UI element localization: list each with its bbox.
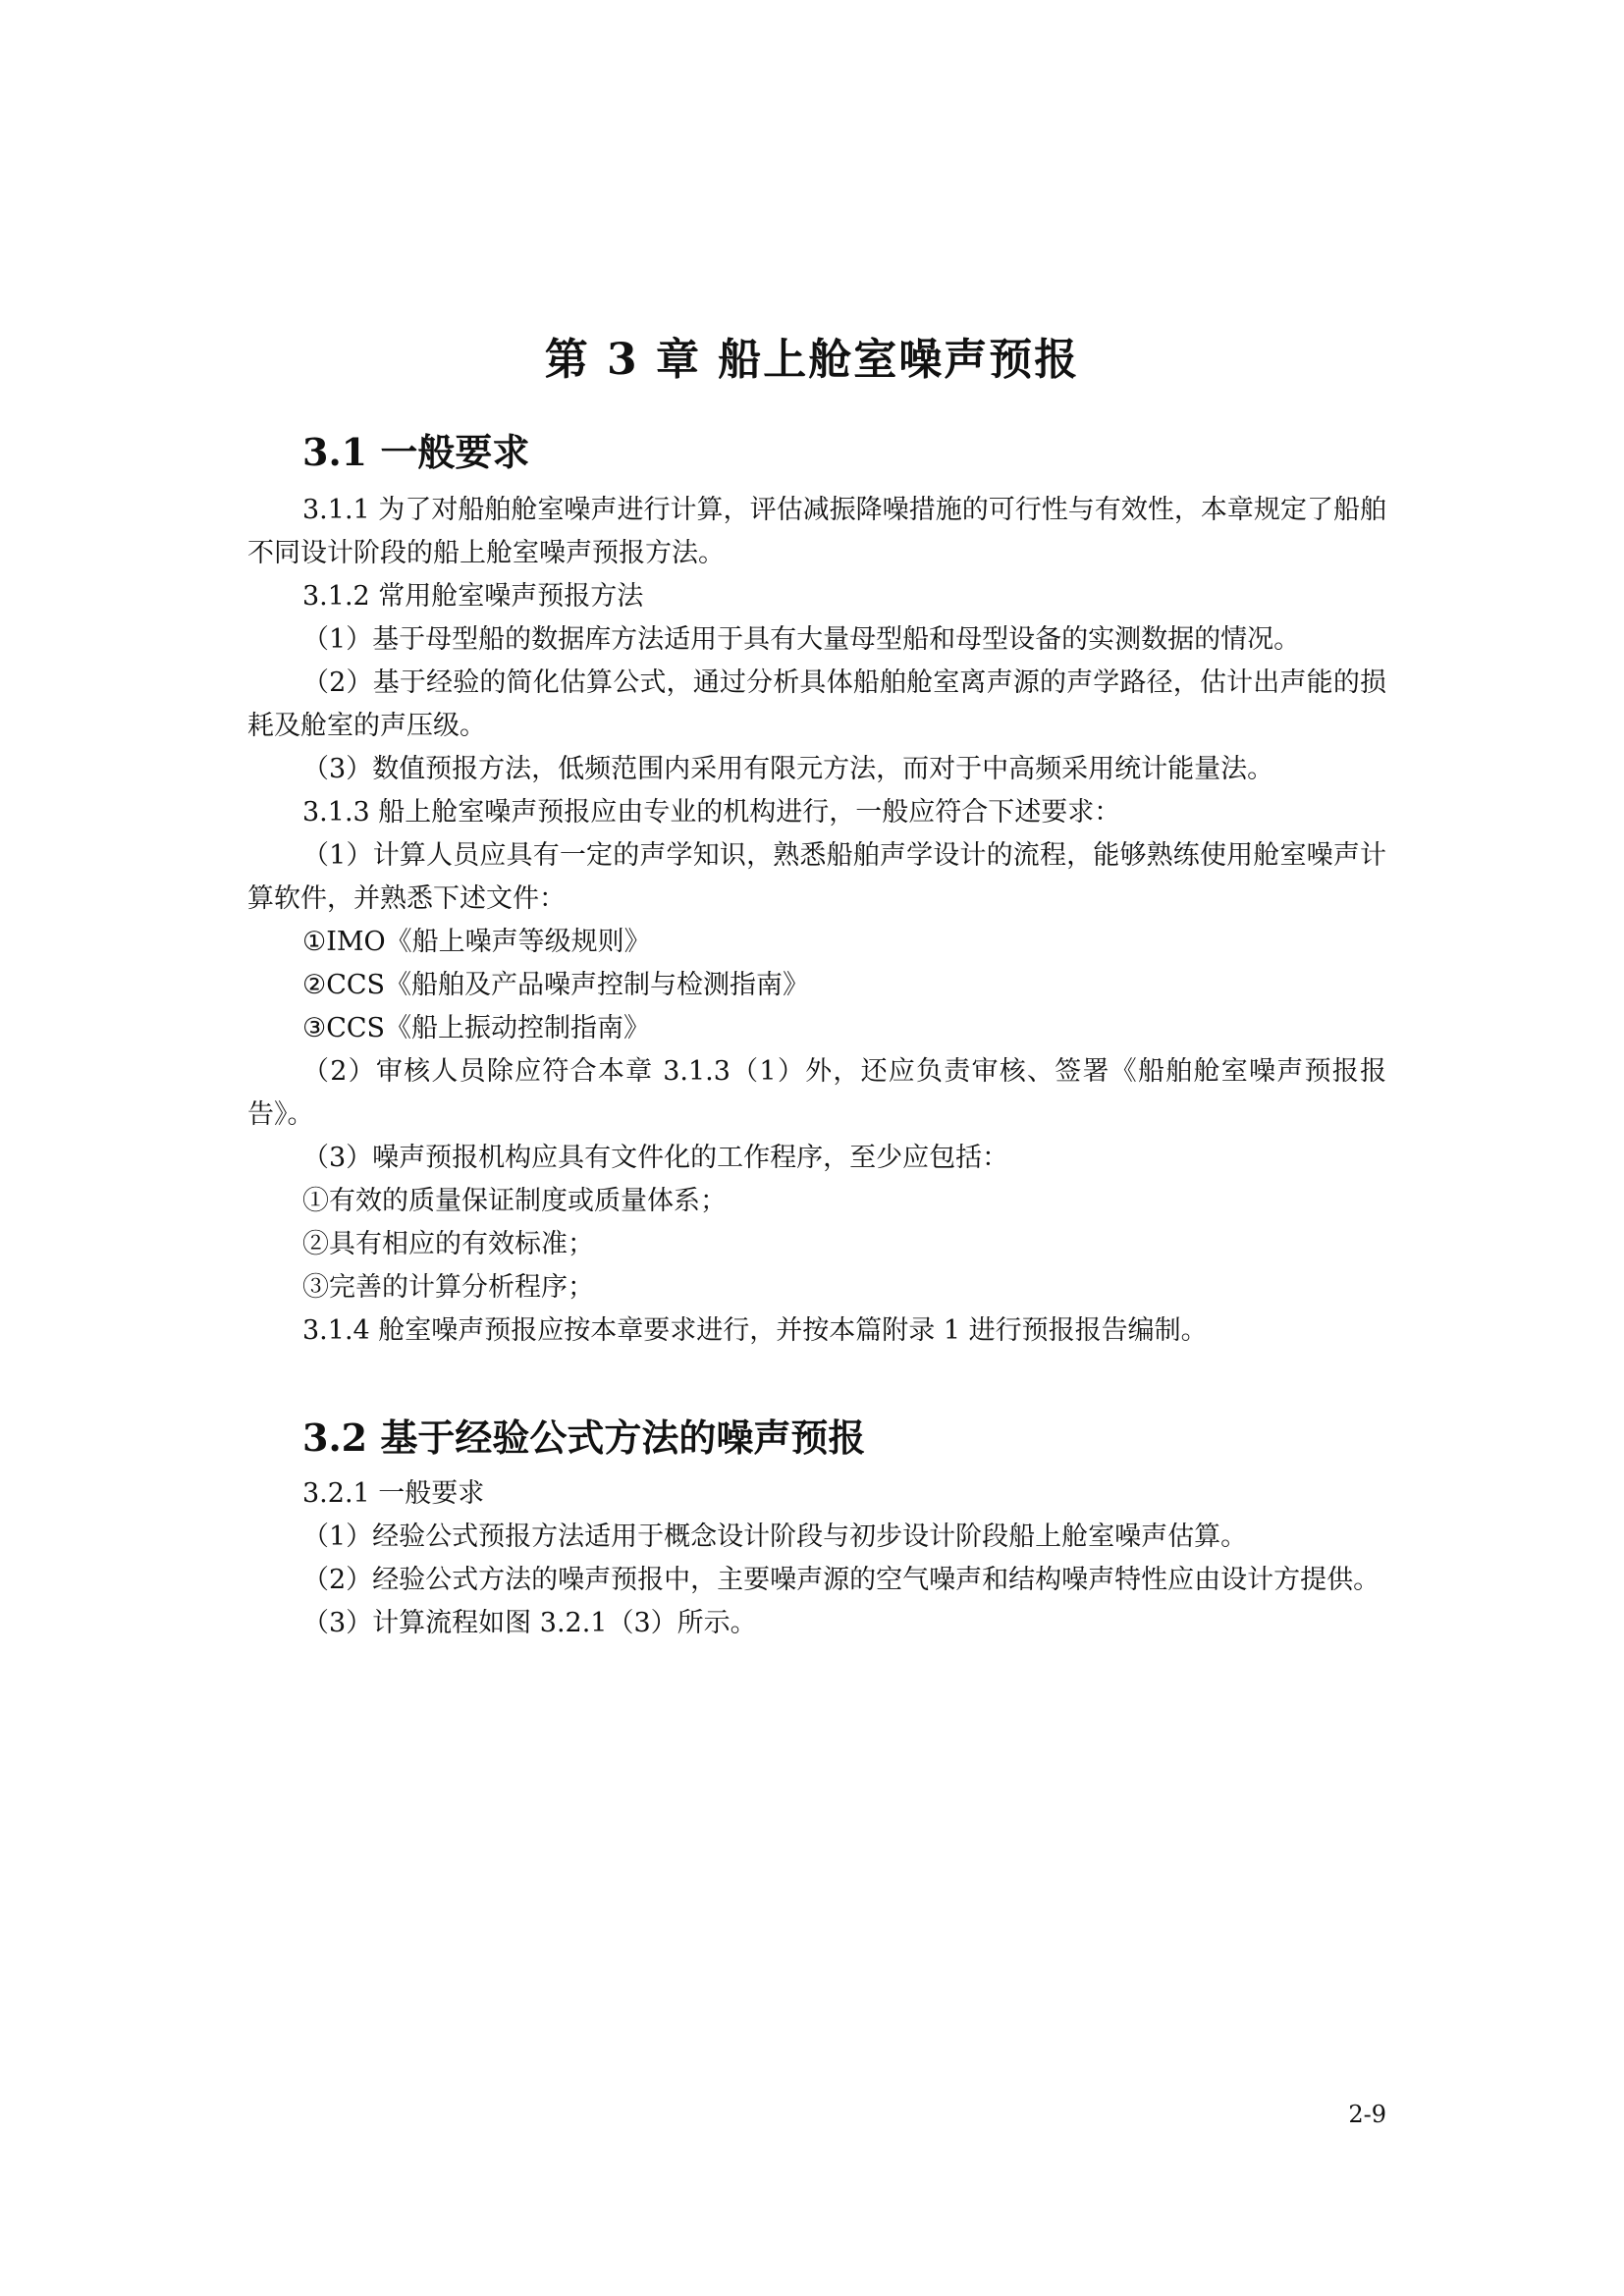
paragraph-3-2-1: 3.2.1 一般要求	[302, 1478, 485, 1509]
paragraph-3-1-4: 3.1.4 舱室噪声预报应按本章要求进行，并按本篇附录 1 进行预报报告编制。	[302, 1315, 1208, 1346]
paragraph-3-1-1: 3.1.1 为了对船舶舱室噪声进行计算，评估减振降噪措施的可行性与有效性，本章规定了船舶不同设计阶段的船上舱室噪声预报方法。	[247, 495, 1386, 568]
list-item-standards: ②具有相应的有效标准；	[302, 1229, 594, 1259]
page-number: 2-9	[1348, 2101, 1386, 2128]
paragraph-3-1-3-item-2: （2）审核人员除应符合本章 3.1.3（1）外，还应负责审核、签署《船舶舱室噪声预报报告》。	[247, 1056, 1386, 1130]
section-3-1-heading: 3.1 一般要求	[302, 430, 530, 474]
paragraph-3-1-3: 3.1.3 船上舱室噪声预报应由专业的机构进行，一般应符合下述要求：	[302, 797, 1121, 828]
list-item-procedures: ③完善的计算分析程序；	[302, 1272, 594, 1303]
section-3-1-body	[247, 489, 1386, 1353]
list-item-ccs-noise: ②CCS《船舶及产品噪声控制与检测指南》	[302, 970, 810, 1000]
paragraph-3-2-1-item-2: （2）经验公式方法的噪声预报中，主要噪声源的空气噪声和结构噪声特性应由设计方提供。	[302, 1565, 1380, 1595]
paragraph-3-1-2-item-3: （3）数值预报方法，低频范围内采用有限元方法，而对于中高频采用统计能量法。	[302, 754, 1274, 784]
list-item-imo: ①IMO《船上噪声等级规则》	[302, 927, 651, 957]
chapter-title: 第 3 章 船上舱室噪声预报	[544, 335, 1080, 385]
list-item-quality: ①有效的质量保证制度或质量体系；	[302, 1186, 727, 1216]
paragraph-3-1-2: 3.1.2 常用舱室噪声预报方法	[302, 581, 644, 612]
list-item-ccs-vibration: ③CCS《船上振动控制指南》	[302, 1013, 651, 1043]
section-3-2-heading: 3.2 基于经验公式方法的噪声预报	[302, 1415, 866, 1460]
paragraph-3-2-1-item-1: （1）经验公式预报方法适用于概念设计阶段与初步设计阶段船上舱室噪声估算。	[302, 1522, 1248, 1552]
paragraph-3-2-1-item-3: （3）计算流程如图 3.2.1（3）所示。	[302, 1608, 757, 1638]
section-3-2-body	[247, 1472, 1386, 1645]
paragraph-3-1-3-item-3: （3）噪声预报机构应具有文件化的工作程序，至少应包括：	[302, 1143, 1009, 1173]
paragraph-3-1-3-item-1: （1）计算人员应具有一定的声学知识，熟悉船舶声学设计的流程，能够熟练使用舱室噪声计算软件，并熟悉下述文件：	[247, 840, 1386, 914]
paragraph-3-1-2-item-2: （2）基于经验的简化估算公式，通过分析具体船舶舱室离声源的声学路径，估计出声能的损耗及舱室的声压级。	[247, 667, 1386, 741]
paragraph-3-1-2-item-1: （1）基于母型船的数据库方法适用于具有大量母型船和母型设备的实测数据的情况。	[302, 624, 1301, 655]
